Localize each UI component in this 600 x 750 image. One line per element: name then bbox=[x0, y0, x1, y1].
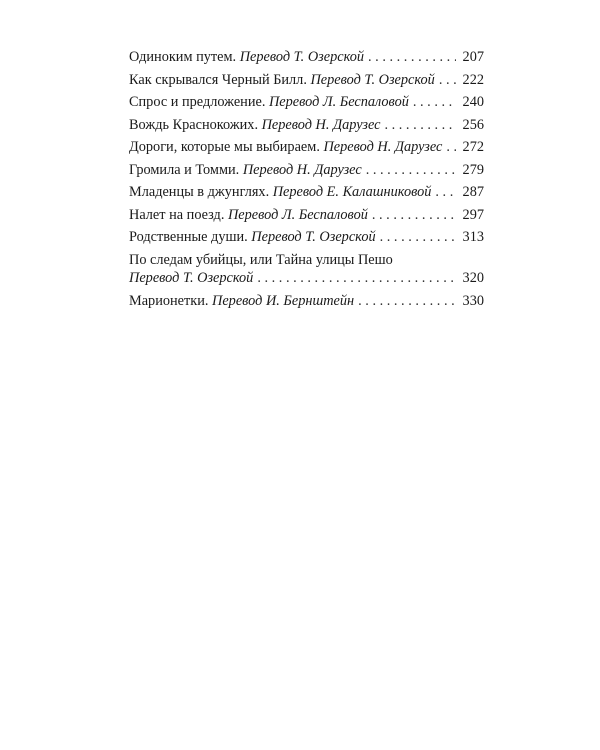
toc-entry-translator: Перевод Т. Озерской bbox=[251, 229, 376, 245]
toc-entry-page: 207 bbox=[462, 49, 484, 65]
toc-entry-title: Марионетки. bbox=[129, 292, 209, 309]
toc-entry-translator: Перевод Н. Дарузес bbox=[261, 116, 381, 133]
toc-entry-page: 287 bbox=[462, 184, 484, 200]
dot-leader bbox=[384, 114, 456, 137]
toc-entry-translator: Перевод Т. Озерской bbox=[129, 270, 254, 286]
toc-entry-page: 279 bbox=[462, 161, 484, 178]
dot-leader bbox=[439, 69, 456, 92]
dot-leader bbox=[413, 91, 456, 114]
toc-entry-title: Налет на поезд. bbox=[129, 206, 225, 223]
dot-leader bbox=[368, 46, 456, 69]
toc-entry-title: Родственные души. bbox=[129, 229, 248, 245]
toc-entry bbox=[129, 181, 484, 204]
dot-leader bbox=[366, 159, 456, 182]
toc-entry-translator: Перевод Е. Калашниковой bbox=[272, 184, 432, 200]
toc-entry bbox=[129, 249, 484, 290]
toc-entry bbox=[129, 159, 484, 182]
toc-entry-translator: Перевод Т. Озерской bbox=[310, 71, 435, 88]
toc-entry-title: Громила и Томми. bbox=[129, 161, 240, 178]
toc-entry bbox=[129, 226, 484, 249]
toc-entry-title: Младенцы в джунглях. bbox=[129, 184, 270, 200]
toc-entry bbox=[129, 46, 484, 69]
dot-leader bbox=[446, 136, 456, 159]
toc-entry-translator: Перевод И. Бернштейн bbox=[212, 292, 355, 309]
toc-entry-page: 320 bbox=[462, 270, 484, 286]
dot-leader bbox=[435, 181, 456, 204]
toc-entry-translator: Перевод Л. Беспаловой bbox=[268, 94, 409, 110]
toc-entry-page: 222 bbox=[462, 71, 484, 88]
toc-entry-title: Вождь Краснокожих. bbox=[129, 116, 259, 133]
table-of-contents bbox=[129, 46, 484, 312]
toc-entry bbox=[129, 290, 484, 313]
toc-entry-translator: Перевод Л. Беспаловой bbox=[227, 206, 368, 223]
toc-entry-translator: Перевод Н. Дарузес bbox=[242, 161, 362, 178]
toc-entry-page: 330 bbox=[462, 292, 484, 309]
dot-leader bbox=[380, 226, 456, 249]
toc-entry bbox=[129, 69, 484, 92]
toc-entry-title: Как скрывался Черный Билл. bbox=[129, 71, 307, 88]
toc-entry bbox=[129, 204, 484, 227]
toc-entry-page: 240 bbox=[462, 94, 484, 110]
toc-entry-title: Спрос и предложение. bbox=[129, 94, 266, 110]
toc-entry-page: 272 bbox=[462, 139, 484, 155]
toc-entry-page: 313 bbox=[462, 229, 484, 245]
toc-entry-title: Дороги, которые мы выбираем. bbox=[129, 139, 320, 155]
dot-leader bbox=[372, 204, 456, 227]
dot-leader bbox=[257, 267, 456, 290]
toc-entry-title: Одиноким путем. bbox=[129, 49, 237, 65]
toc-entry bbox=[129, 91, 484, 114]
toc-entry-translator: Перевод Т. Озерской bbox=[239, 49, 365, 65]
toc-entry bbox=[129, 114, 484, 137]
toc-entry-page: 297 bbox=[462, 206, 484, 223]
toc-entry-page: 256 bbox=[462, 116, 484, 133]
dot-leader bbox=[358, 290, 456, 313]
toc-entry-translator: Перевод Н. Дарузес bbox=[323, 139, 443, 155]
toc-entry bbox=[129, 136, 484, 159]
toc-entry-title: По следам убийцы, или Тайна улицы Пешо bbox=[129, 251, 393, 268]
